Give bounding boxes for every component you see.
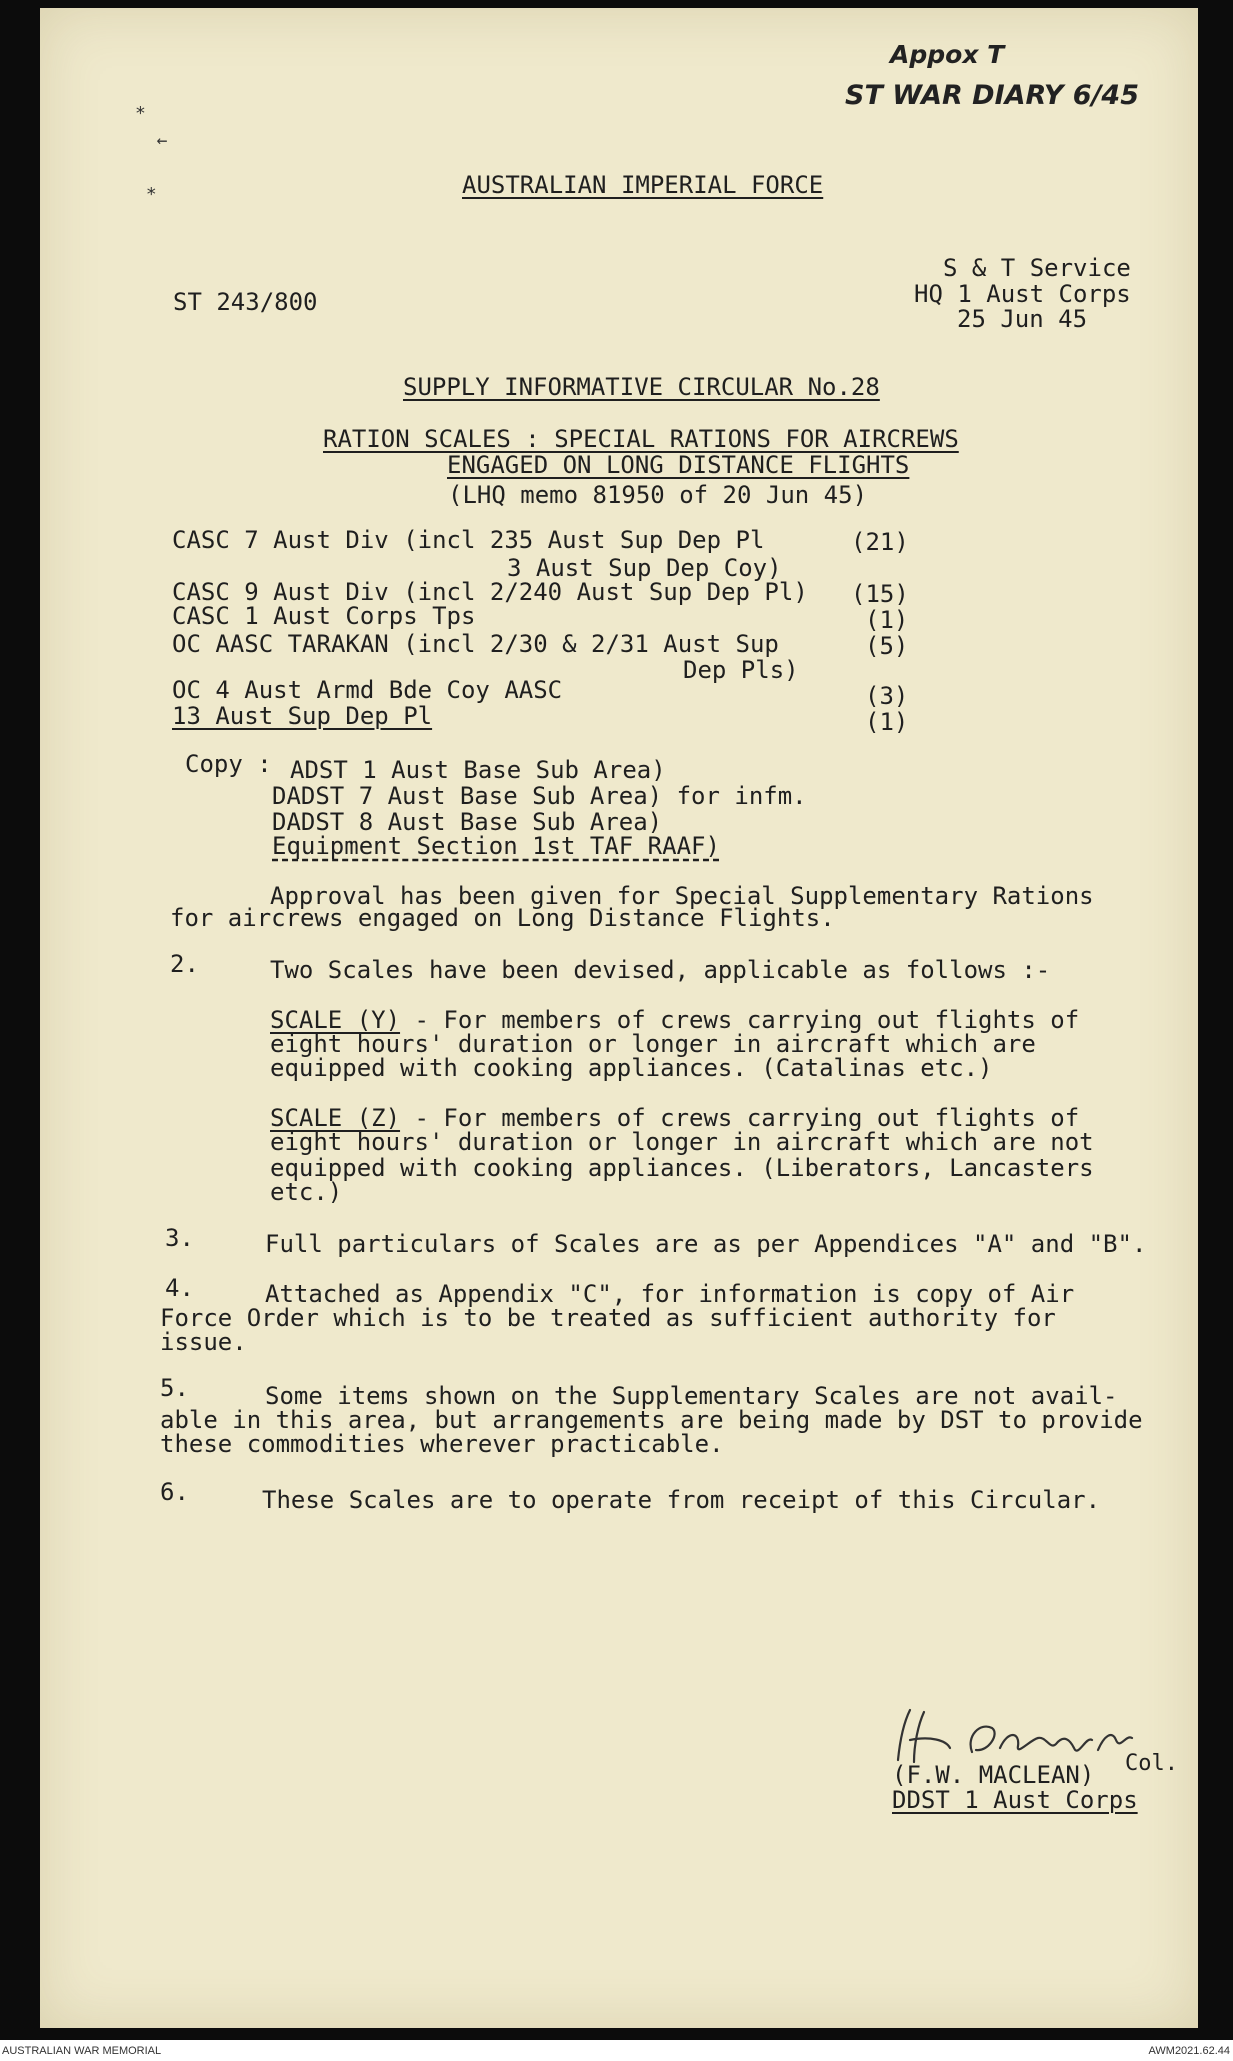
paragraph-5-line3: these commodities wherever practicable.: [160, 1430, 724, 1458]
distribution-item-6: 13 Aust Sup Dep Pl: [172, 702, 433, 730]
handwritten-annotation-line1: Appox T: [890, 40, 1005, 69]
archive-accession-number: AWM2021.62.44: [1148, 2045, 1230, 2057]
distribution-item-3: CASC 1 Aust Corps Tps: [172, 602, 476, 630]
archive-credit: AUSTRALIAN WAR MEMORIAL: [2, 2045, 162, 2057]
copy-line-2: DADST 7 Aust Base Sub Area) for infm.: [272, 782, 807, 810]
copy-line-3: DADST 8 Aust Base Sub Area): [272, 808, 663, 836]
subject-line1: RATION SCALES : SPECIAL RATIONS FOR AIRCREWS: [323, 425, 959, 453]
distribution-count-6: (1): [865, 708, 909, 736]
subject-line2: ENGAGED ON LONG DISTANCE FLIGHTS: [447, 451, 910, 479]
signatory-appointment: DDST 1 Aust Corps: [892, 1786, 1138, 1814]
scale-y-line1: [270, 1008, 1079, 1032]
paragraph-2-text: Two Scales have been devised, applicable as follows :-: [270, 956, 1051, 984]
scale-z-line3: equipped with cooking appliances. (Liberators, Lancasters: [270, 1154, 1094, 1182]
paragraph-5-line2: able in this area, but arrangements are being made by DST to provide: [160, 1406, 1143, 1434]
scale-z-text: - For members of crews carrying out flights of: [400, 1104, 1080, 1132]
paragraph-4-line1: Attached as Appendix "C", for information is copy of Air: [265, 1280, 1075, 1308]
paragraph-2-number: 2.: [170, 950, 199, 978]
distribution-item-4-cont: Dep Pls): [683, 656, 799, 684]
copy-line-4: Equipment Section 1st TAF RAAF): [272, 832, 720, 860]
distribution-item-1-cont: 3 Aust Sup Dep Coy): [507, 554, 782, 582]
distribution-item-2: CASC 9 Aust Div (incl 2/240 Aust Sup Dep Pl): [172, 578, 808, 606]
distribution-item-5: OC 4 Aust Armd Bde Coy AASC: [172, 676, 563, 704]
originator-line1: S & T Service: [943, 254, 1131, 282]
document-date: 25 Jun 45: [957, 305, 1088, 333]
distribution-count-2: (15): [851, 580, 909, 608]
distribution-count-1: (21): [851, 528, 909, 556]
signatory-rank: Col.: [1125, 1751, 1178, 1776]
paragraph-3-number: 3.: [165, 1224, 194, 1252]
authority-reference: (LHQ memo 81950 of 20 Jun 45): [448, 481, 868, 509]
paragraph-5-line1: Some items shown on the Supplementary Scales are not avail-: [265, 1382, 1118, 1410]
handwritten-annotation-line2: ST WAR DIARY 6/45: [845, 80, 1140, 111]
distribution-item-1: CASC 7 Aust Div (incl 235 Aust Sup Dep Pl: [172, 526, 765, 554]
paragraph-4-line2: Force Order which is to be treated as sufficient authority for: [160, 1304, 1056, 1332]
paragraph-4-line3: issue.: [160, 1328, 247, 1356]
distribution-count-4: (5): [865, 632, 909, 660]
distribution-count-3: (1): [865, 606, 909, 634]
signatory-name: (F.W. MACLEAN): [892, 1761, 1095, 1789]
paragraph-1-line1: Approval has been given for Special Supplementary Rations: [270, 882, 1094, 910]
paragraph-5-number: 5.: [160, 1374, 189, 1402]
scale-y-label: SCALE (Y): [270, 1006, 401, 1034]
scale-z-line2: eight hours' duration or longer in aircraft which are not: [270, 1128, 1094, 1156]
margin-marks: * ← *: [135, 103, 168, 205]
copy-label: Copy :: [185, 750, 272, 778]
scale-z-line1: [270, 1106, 1079, 1130]
distribution-item-4: OC AASC TARAKAN (incl 2/30 & 2/31 Aust Sup: [172, 630, 779, 658]
distribution-count-5: (3): [865, 682, 909, 710]
reference-number: ST 243/800: [173, 288, 318, 316]
paragraph-1-line2: for aircrews engaged on Long Distance Flights.: [170, 904, 835, 932]
circular-title: SUPPLY INFORMATIVE CIRCULAR No.28: [403, 373, 880, 401]
paragraph-6-text: These Scales are to operate from receipt of this Circular.: [262, 1486, 1101, 1514]
originator-line2: HQ 1 Aust Corps: [914, 280, 1131, 308]
scale-y-line2: eight hours' duration or longer in aircraft which are: [270, 1030, 1036, 1058]
copy-line-1: ADST 1 Aust Base Sub Area): [290, 756, 666, 784]
scale-z-line4: etc.): [270, 1178, 343, 1206]
scale-y-text: - For members of crews carrying out flights of: [400, 1006, 1080, 1034]
document-heading: AUSTRALIAN IMPERIAL FORCE: [462, 171, 824, 199]
paragraph-4-number: 4.: [165, 1274, 194, 1302]
paragraph-3-text: Full particulars of Scales are as per Appendices "A" and "B".: [265, 1230, 1147, 1258]
scale-y-line3: equipped with cooking appliances. (Catalinas etc.): [270, 1054, 993, 1082]
scale-z-label: SCALE (Z): [270, 1104, 401, 1132]
paragraph-6-number: 6.: [160, 1478, 189, 1506]
